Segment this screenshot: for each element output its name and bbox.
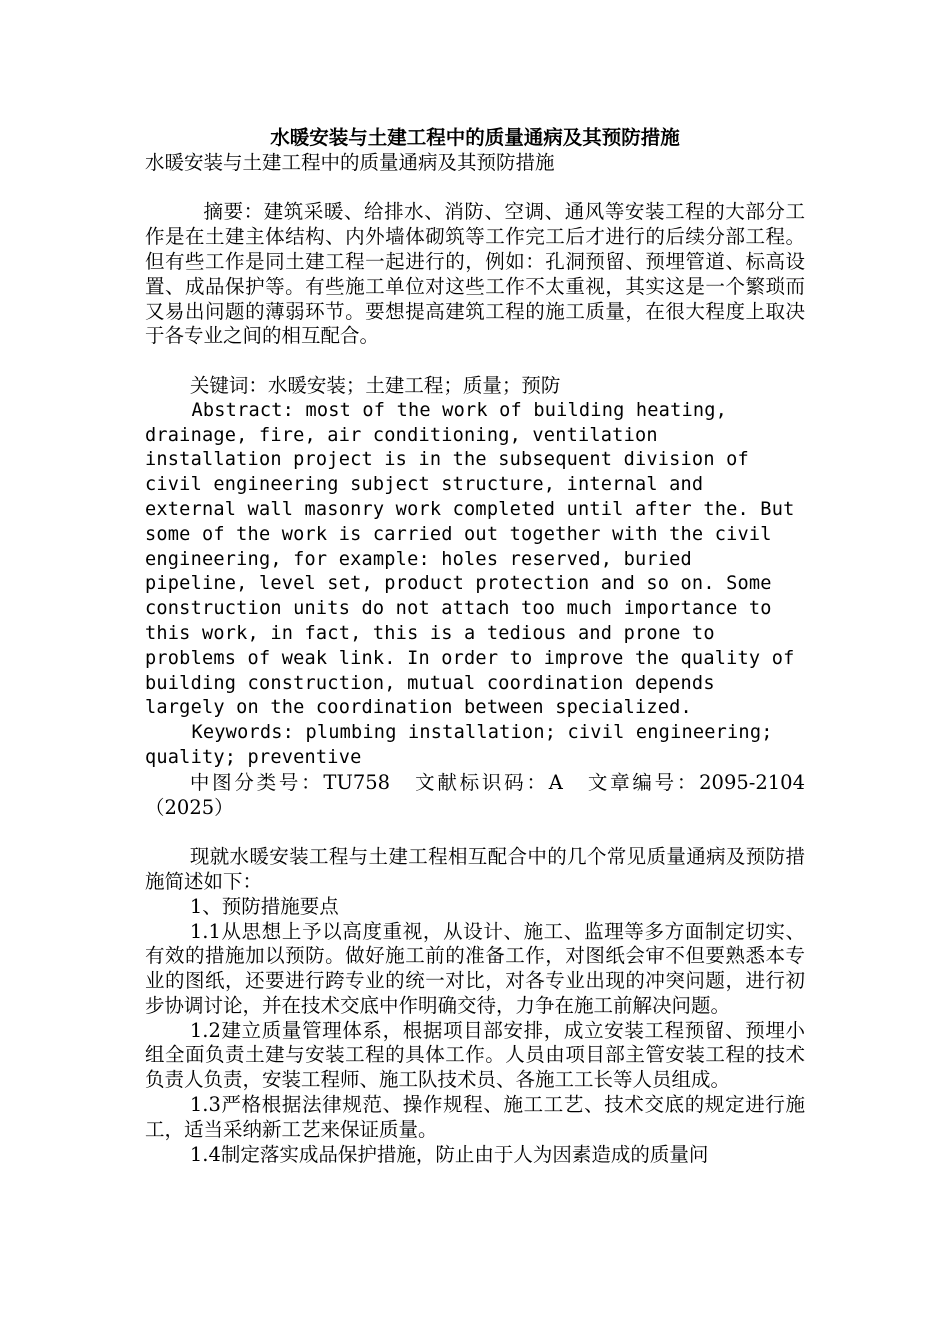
abstract-english: Abstract: most of the work of building heating, drainage, fire, air conditioning, ventilation installation project is in the subsequent division of civil engineering subject structure, internal and external wall masonry work completed until after the. But some of the work is carried out together with the civil engineering, for example: holes reserved, buried pipeline, level set, product protection and so on. Some construction units do not attach too much importance to this work, in fact, this is a tedious and prone to problems of weak link. In order to improve the quality of building construction, mutual coordination depends largely on the coordination between specialized. <box>145 399 795 719</box>
abstract-chinese: 摘要：建筑采暖、给排水、消防、空调、通风等安装工程的大部分工作是在土建主体结构、内外墙体砌筑等工作完工后才进行的后续分部工程。但有些工作是同土建工程一起进行的，例如：孔洞预留、预埋管道、标高设置、成品保护等。有些施工单位对这些工作不太重视，其实这是一个繁琐而又易出问题的薄弱环节。要想提高建筑工程的施工质量，在很大程度上取决于各专业之间的相互配合。 <box>145 200 805 348</box>
intro-paragraph: 现就水暖安装工程与土建工程相互配合中的几个常见质量通病及预防措施简述如下： <box>145 845 805 893</box>
document-page <box>145 126 805 1167</box>
blank-line <box>145 176 805 201</box>
section-heading: 1、预防措施要点 <box>189 894 339 918</box>
paragraph-1-1: 1.1从思想上予以高度重视，从设计、施工、监理等多方面制定切实、有效的措施加以预防。做好施工前的准备工作，对图纸会审不但要熟悉本专业的图纸，还要进行跨专业的统一对比，对各专业出现的冲突问题，进行初步协调讨论，并在技术交底中作明确交待，力争在施工前解决问题。 <box>145 919 805 1017</box>
document-subtitle: 水暖安装与土建工程中的质量通病及其预防措施 <box>145 150 555 174</box>
document-title: 水暖安装与土建工程中的质量通病及其预防措施 <box>270 126 680 149</box>
paragraph-1-3: 1.3严格根据法律规范、操作规程、施工工艺、技术交底的规定进行施工，适当采纳新工艺来保证质量。 <box>145 1093 805 1141</box>
keywords-english: Keywords: plumbing installation; civil engineering; quality; preventive <box>145 722 773 768</box>
blank-line <box>145 349 805 374</box>
blank-line <box>145 820 805 845</box>
classification-line: 中图分类号：TU758 文献标识码：A 文章编号：2095-2104（2025） <box>145 770 805 819</box>
keywords-chinese: 关键词：水暖安装；土建工程；质量；预防 <box>189 373 561 397</box>
paragraph-1-2: 1.2建立质量管理体系，根据项目部安排，成立安装工程预留、预埋小组全面负责土建与安装工程的具体工作。人员由项目部主管安装工程的技术负责人负责，安装工程师、施工队技术员、各施工工长等人员组成。 <box>145 1018 805 1092</box>
paragraph-1-4: 1.4制定落实成品保护措施，防止由于人为因素造成的质量问 <box>189 1142 709 1166</box>
